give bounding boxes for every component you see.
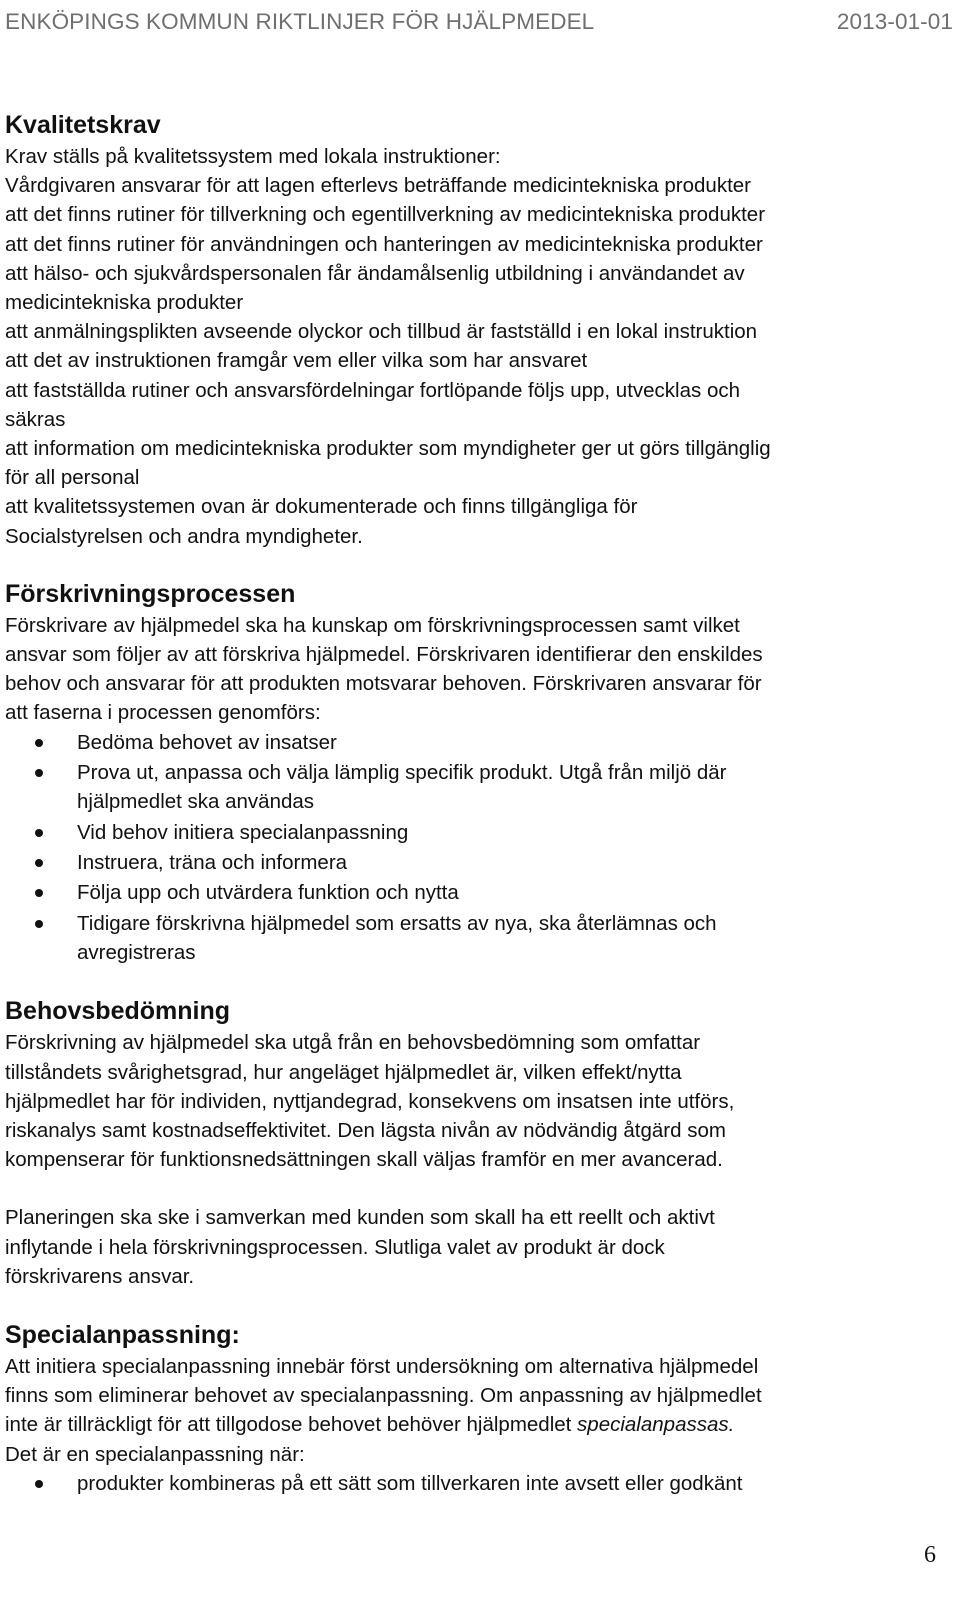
text-line: Planeringen ska ske i samverkan med kunden som skall ha ett reellt och aktivt bbox=[5, 1206, 715, 1230]
text-line: Krav ställs på kvalitetssystem med lokala instruktioner: bbox=[5, 145, 501, 168]
list-item-text: produkter kombineras på ett sätt som tillverkaren inte avsett eller godkänt bbox=[77, 1471, 743, 1495]
text-line: Förskrivare av hjälpmedel ska ha kunskap om förskrivningsprocessen samt vilket bbox=[5, 613, 740, 637]
list-item bbox=[5, 909, 955, 967]
list-item-text: Prova ut, anpassa och välja lämplig specifik produkt. Utgå från miljö där bbox=[77, 761, 727, 785]
text-segment: inte är tillräckligt för att tillgodose behovet behöver hjälpmedlet bbox=[5, 1413, 578, 1437]
list-item-text-cont: avregistreras bbox=[77, 941, 196, 965]
text-line: Vårdgivaren ansvarar för att lagen efterlevs beträffande medicintekniska produkter bbox=[5, 174, 752, 198]
text-line: riskanalys samt kostnadseffektivitet. Den lägsta nivån av nödvändig åtgärd som bbox=[5, 1119, 726, 1143]
page-number: 6 bbox=[924, 1542, 936, 1568]
forskrivning-text bbox=[5, 611, 955, 728]
list-item-text: Bedöma behovet av insatser bbox=[77, 730, 337, 754]
list-item-text: Följa upp och utvärdera funktion och nytta bbox=[77, 881, 459, 905]
header-date: 2013-01-01 bbox=[836, 9, 953, 34]
bullet-icon bbox=[35, 769, 43, 777]
heading-forskrivningsprocessen: Förskrivningsprocessen bbox=[5, 579, 296, 608]
text-line bbox=[5, 1410, 955, 1439]
kvalitetskrav-text bbox=[5, 142, 955, 551]
text-line: att det av instruktionen framgår vem eller vilka som har ansvaret bbox=[5, 349, 588, 373]
text-line: kompenserar för funktionsnedsättningen skall väljas framför en mer avancerad. bbox=[5, 1148, 723, 1172]
list-item bbox=[5, 728, 955, 757]
text-line: finns som eliminerar behovet av specialanpassning. Om anpassning av hjälpmedlet bbox=[5, 1384, 762, 1408]
text-line: att information om medicintekniska produkter som myndigheter ger ut görs tillgänglig bbox=[5, 437, 771, 461]
heading-kvalitetskrav: Kvalitetskrav bbox=[5, 111, 161, 139]
behovsbedomning-paragraph-1 bbox=[5, 1028, 955, 1174]
list-item-text: Vid behov initiera specialanpassning bbox=[77, 820, 409, 844]
bullet-icon bbox=[35, 920, 43, 928]
text-line: medicintekniska produkter bbox=[5, 291, 244, 315]
text-line: att det finns rutiner för användningen och hanteringen av medicintekniska produkter bbox=[5, 232, 763, 256]
specialanpassning-bullet-list bbox=[5, 1469, 955, 1498]
text-line: tillståndets svårighetsgrad, hur angeläget hjälpmedlet är, vilken effekt/nytta bbox=[5, 1060, 682, 1084]
text-line: Det är en specialanpassning när: bbox=[5, 1442, 305, 1466]
text-line: att anmälningsplikten avseende olyckor och tillbud är fastställd i en lokal instruktion bbox=[5, 320, 758, 344]
bullet-icon bbox=[35, 1480, 43, 1488]
text-line: att kvalitetssystemen ovan är dokumenterade och finns tillgängliga för bbox=[5, 495, 638, 519]
text-line: behov och ansvarar för att produkten motsvarar behoven. Förskrivaren ansvarar för bbox=[5, 672, 762, 696]
list-item bbox=[5, 878, 955, 907]
page-header bbox=[5, 4, 953, 40]
list-item-text: Tidigare förskrivna hjälpmedel som ersatts av nya, ska återlämnas och bbox=[77, 911, 717, 935]
list-item bbox=[5, 758, 955, 816]
text-line: förskrivarens ansvar. bbox=[5, 1264, 195, 1288]
list-item-text-cont: hjälpmedlet ska användas bbox=[77, 790, 315, 814]
forskrivning-bullet-list bbox=[5, 728, 955, 968]
heading-behovsbedomning: Behovsbedömning bbox=[5, 997, 231, 1026]
text-line: Att initiera specialanpassning innebär först undersökning om alternativa hjälpmedel bbox=[5, 1355, 759, 1379]
bullet-icon bbox=[35, 859, 43, 867]
italic-term: specialanpassas. bbox=[577, 1413, 735, 1437]
text-line: att det finns rutiner för tillverkning och egentillverkning av medicintekniska produkter bbox=[5, 203, 766, 227]
text-line: för all personal bbox=[5, 466, 140, 490]
text-line: säkras bbox=[5, 407, 66, 431]
document-body bbox=[5, 108, 955, 1499]
bullet-icon bbox=[35, 889, 43, 897]
text-line: Socialstyrelsen och andra myndigheter. bbox=[5, 524, 363, 548]
heading-specialanpassning: Specialanpassning: bbox=[5, 1321, 240, 1350]
bullet-icon bbox=[35, 829, 43, 837]
header-title: ENKÖPINGS KOMMUN RIKTLINJER FÖR HJÄLPMEDEL bbox=[5, 9, 595, 34]
bullet-icon bbox=[35, 739, 43, 747]
list-item-text: Instruera, träna och informera bbox=[77, 851, 348, 875]
list-item bbox=[5, 818, 955, 847]
list-item bbox=[5, 848, 955, 877]
text-line: Förskrivning av hjälpmedel ska utgå från en behovsbedömning som omfattar bbox=[5, 1031, 701, 1055]
list-item bbox=[5, 1469, 955, 1498]
text-line: att hälso- och sjukvårdspersonalen får ändamålsenlig utbildning i användandet av bbox=[5, 261, 745, 285]
specialanpassning-text bbox=[5, 1352, 955, 1469]
behovsbedomning-paragraph-2 bbox=[5, 1203, 955, 1291]
text-line: ansvar som följer av att förskriva hjälpmedel. Förskrivaren identifierar den enskildes bbox=[5, 643, 763, 667]
text-line: inflytande i hela förskrivningsprocessen. Slutliga valet av produkt är dock bbox=[5, 1235, 665, 1259]
text-line: att fastställda rutiner och ansvarsfördelningar fortlöpande följs upp, utvecklas och bbox=[5, 378, 740, 402]
text-line: att faserna i processen genomförs: bbox=[5, 701, 321, 725]
text-line: hjälpmedlet har för individen, nyttjandegrad, konsekvens om insatsen inte utförs, bbox=[5, 1089, 735, 1113]
